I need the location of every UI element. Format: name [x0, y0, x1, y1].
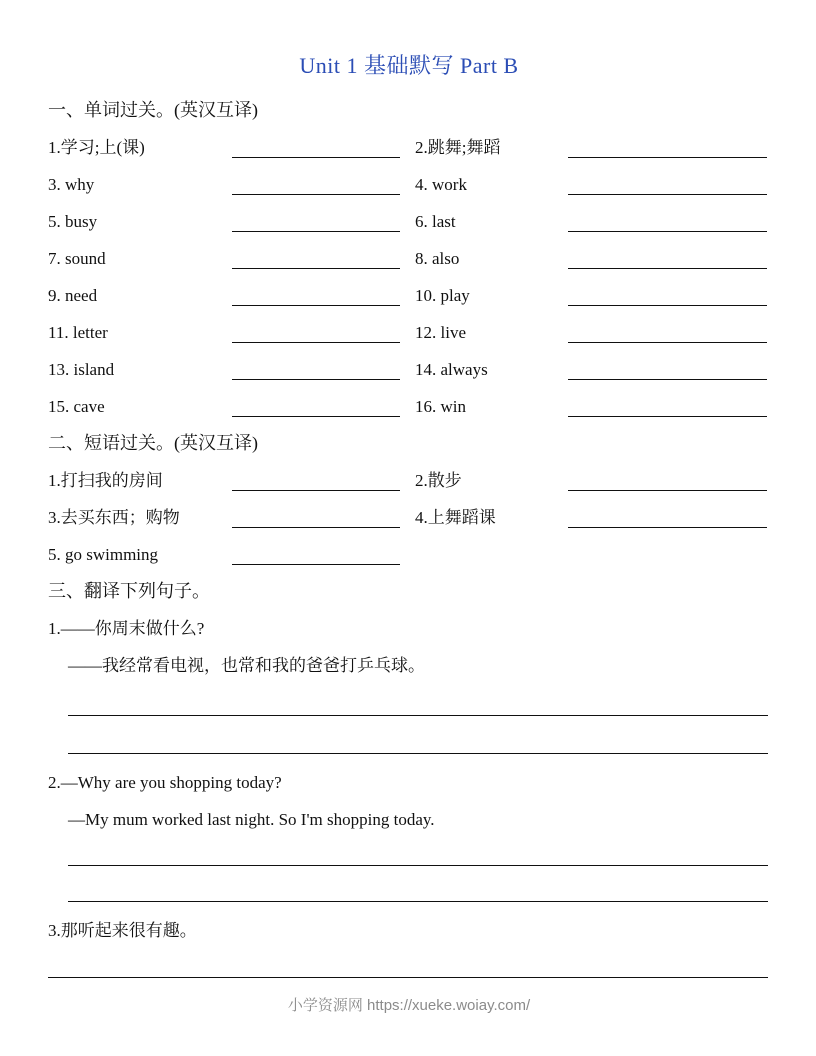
- word-item-label: 10. play: [415, 286, 470, 305]
- section-sentences-heading: 三、翻译下列句子。: [48, 581, 210, 601]
- phrase-answer-blank: [232, 564, 400, 565]
- word-answer-blank: [232, 305, 400, 306]
- section-words-heading: 一、单词过关。(英汉互译): [48, 100, 258, 120]
- word-answer-blank: [568, 194, 767, 195]
- word-row: [48, 166, 770, 203]
- word-item-label: 7. sound: [48, 249, 106, 268]
- phrase-answer-blank: [232, 490, 400, 491]
- writing-line: [48, 949, 768, 978]
- writing-line: [68, 716, 768, 754]
- word-item-label: 5. busy: [48, 212, 98, 231]
- word-item-label: 1.学习;上(课): [48, 138, 145, 157]
- word-item-label: 6. last: [415, 212, 456, 231]
- word-row: [48, 277, 770, 314]
- footer-site-text: 小学资源网 https://xueke.woiay.com/: [287, 997, 531, 1014]
- phrase-row: [48, 462, 770, 499]
- phrase-answer-blank: [568, 490, 767, 491]
- word-answer-blank: [232, 157, 400, 158]
- page-title: Unit 1 基础默写 Part B: [299, 53, 519, 78]
- phrase-row: [48, 499, 770, 536]
- writing-line: [68, 838, 768, 866]
- word-row: [48, 388, 770, 425]
- phrase-item-label: 2.散步: [415, 471, 462, 490]
- sentence-question: 2.—Why are you shopping today?: [48, 773, 282, 792]
- word-answer-blank: [568, 416, 767, 417]
- word-item-label: 3. why: [48, 175, 95, 194]
- phrase-item-label: 1.打扫我的房间: [48, 471, 163, 490]
- word-item-label: 9. need: [48, 286, 98, 305]
- word-row: [48, 351, 770, 388]
- word-answer-blank: [232, 231, 400, 232]
- word-answer-blank: [568, 342, 767, 343]
- word-item-label: 15. cave: [48, 397, 105, 416]
- word-item-label: 4. work: [415, 175, 467, 194]
- sentence-question: 1.——你周末做什么?: [48, 619, 205, 638]
- word-row: [48, 203, 770, 240]
- word-item-label: 8. also: [415, 249, 460, 268]
- word-item-label: 2.跳舞;舞蹈: [415, 138, 501, 157]
- phrase-item-label: 4.上舞蹈课: [415, 508, 496, 527]
- word-item-label: 13. island: [48, 360, 115, 379]
- word-answer-blank: [232, 379, 400, 380]
- word-answer-blank: [232, 194, 400, 195]
- phrase-item-label: 5. go swimming: [48, 545, 159, 564]
- word-answer-blank: [568, 157, 767, 158]
- sentence-question: 3.那听起来很有趣。: [48, 921, 197, 940]
- word-answer-blank: [568, 268, 767, 269]
- writing-line: [68, 684, 768, 716]
- section-phrases-heading: 二、短语过关。(英汉互译): [48, 433, 258, 453]
- word-row: [48, 129, 770, 166]
- phrase-answer-blank: [232, 527, 400, 528]
- word-item-label: 16. win: [415, 397, 466, 416]
- word-row: [48, 314, 770, 351]
- word-item-label: 12. live: [415, 323, 466, 342]
- word-answer-blank: [232, 416, 400, 417]
- phrase-item-label: 3.去买东西；购物: [48, 508, 180, 527]
- phrase-row: [48, 536, 770, 573]
- word-answer-blank: [232, 342, 400, 343]
- word-item-label: 11. letter: [48, 323, 108, 342]
- word-item-label: 14. always: [415, 360, 488, 379]
- word-answer-blank: [232, 268, 400, 269]
- sentence-answer: ——我经常看电视，也常和我的爸爸打乒乓球。: [68, 656, 425, 675]
- word-answer-blank: [568, 231, 767, 232]
- phrase-answer-blank: [568, 527, 767, 528]
- word-answer-blank: [568, 305, 767, 306]
- writing-line: [68, 866, 768, 902]
- word-answer-blank: [568, 379, 767, 380]
- word-row: [48, 240, 770, 277]
- sentence-answer: —My mum worked last night. So I'm shopping today.: [68, 810, 435, 829]
